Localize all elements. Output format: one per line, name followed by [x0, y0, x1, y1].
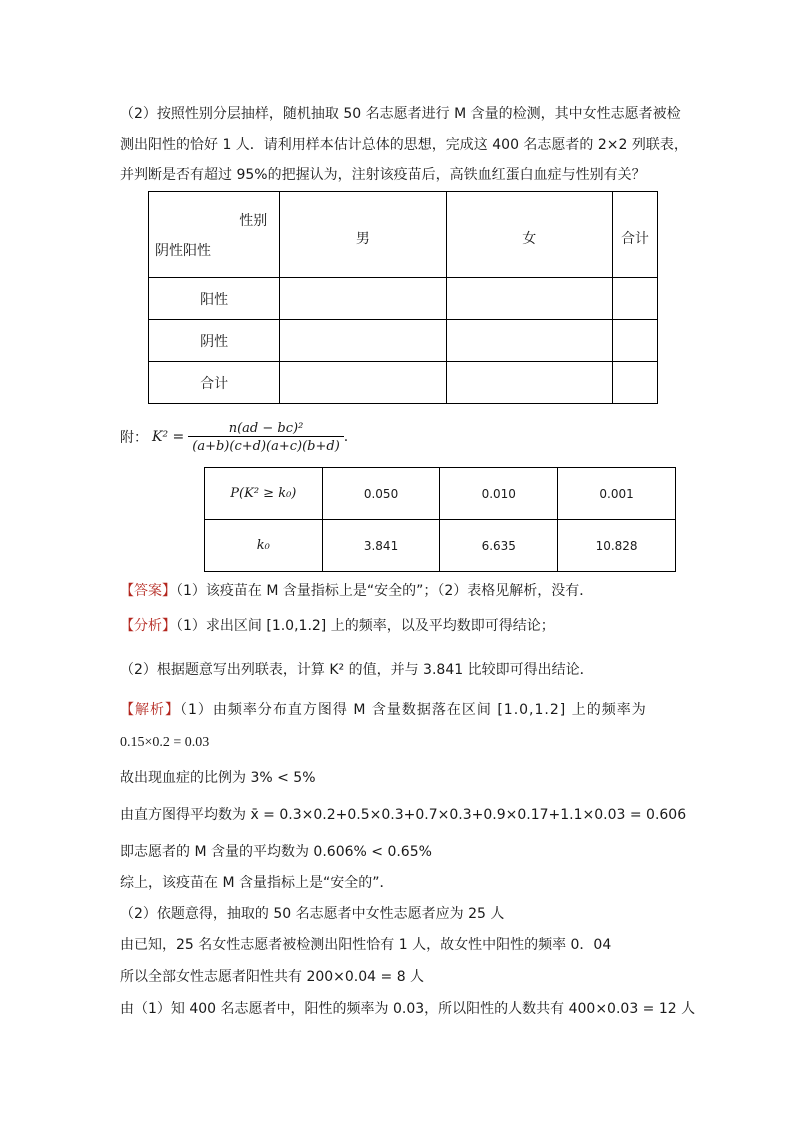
table-cell [280, 362, 446, 404]
solution-line-5: 即志愿者的 M 含量的平均数为 0.606% < 0.65% [120, 844, 432, 860]
p-value: 0.001 [558, 468, 676, 520]
analysis-line-1 [120, 615, 555, 635]
solution-line-1 [120, 699, 647, 719]
formula-lhs: K² = [152, 429, 185, 445]
solution-line-9: 所以全部女性志愿者阳性共有 200×0.04 = 8 人 [120, 969, 425, 985]
k-row-label: k₀ [205, 520, 323, 572]
header-female: 女 [446, 192, 612, 278]
answer-tag: 【答案】 [120, 583, 176, 599]
question-line-1: （2）按照性别分层抽样，随机抽取 50 名志愿者进行 M 含量的检测，其中女性志愿者被检 [120, 106, 681, 122]
solution-line-4: 由直方图得平均数为 x̄ = 0.3×0.2+0.5×0.3+0.7×0.3+0.9×0.17+1.1×0.03 = 0.606 [120, 807, 687, 823]
solution-text-1: （1）由频率分布直方图得 M 含量数据落在区间 [1.0,1.2] 上的频率为 [180, 702, 647, 718]
table-cell [446, 278, 612, 320]
table-cell [280, 320, 446, 362]
analysis-tag: 【分析】 [120, 618, 176, 634]
table-cell [612, 320, 657, 362]
formula-denominator: (a+b)(c+d)(a+c)(b+d) [188, 436, 344, 454]
p-value: 0.050 [322, 468, 440, 520]
row-label-total: 合计 [149, 362, 280, 404]
answer-text: （1）该疫苗在 M 含量指标上是“安全的”；（2）表格见解析，没有． [176, 583, 594, 599]
table-cell [612, 362, 657, 404]
solution-line-10: 由（1）知 400 名志愿者中，阳性的频率为 0.03，所以阳性的人数共有 400×0.03 = 12 人 [120, 1001, 696, 1017]
header-total: 合计 [612, 192, 657, 278]
table-cell [612, 278, 657, 320]
table-cell [446, 362, 612, 404]
solution-line-7: （2）依题意得，抽取的 50 名志愿者中女性志愿者应为 25 人 [120, 906, 505, 922]
table-cell [446, 320, 612, 362]
k-value: 6.635 [440, 520, 558, 572]
corner-bottom-label: 阴性阳性 [155, 243, 211, 259]
k-value: 10.828 [558, 520, 676, 572]
formula-numerator: n(ad − bc)² [228, 420, 304, 436]
answer-line [120, 580, 593, 600]
analysis-text-1: （1）求出区间 [1.0,1.2] 上的频率，以及平均数即可得结论； [176, 618, 555, 634]
solution-line-3: 故出现血症的比例为 3% < 5% [120, 770, 316, 786]
k-value: 3.841 [322, 520, 440, 572]
question-line-2: 测出阳性的恰好 1 人．请利用样本估计总体的思想，完成这 400 名志愿者的 2×2 列联表， [120, 137, 688, 153]
corner-diagonal-line [148, 191, 280, 278]
header-male: 男 [280, 192, 446, 278]
solution-line-2: 0.15×0.2 = 0.03 [120, 735, 210, 750]
formula-suffix: . [343, 429, 349, 445]
row-label-negative: 阴性 [149, 320, 280, 362]
row-label-positive: 阳性 [149, 278, 280, 320]
solution-line-8: 由已知，25 名女性志愿者被检测出阳性恰有 1 人，故女性中阳性的频率 0．04 [120, 937, 612, 953]
p-value: 0.010 [440, 468, 558, 520]
formula-fraction [188, 421, 344, 454]
solution-line-6: 综上，该疫苗在 M 含量指标上是“安全的”． [120, 875, 394, 891]
question-line-3: 并判断是否有超过 95%的把握认为，注射该疫苗后，高铁血红蛋白血症与性别有关？ [120, 167, 646, 183]
solution-tag: 【解析】 [120, 702, 180, 718]
formula-prefix: 附： [120, 430, 148, 446]
critical-value-table [204, 467, 676, 572]
analysis-line-2: （2）根据题意写出列联表，计算 K² 的值，并与 3.841 比较即可得出结论． [120, 662, 594, 678]
corner-top-label: 性别 [239, 213, 268, 229]
p-row-label: P(K² ≥ k₀) [205, 468, 323, 520]
k2-formula [120, 414, 348, 460]
table-cell [280, 278, 446, 320]
